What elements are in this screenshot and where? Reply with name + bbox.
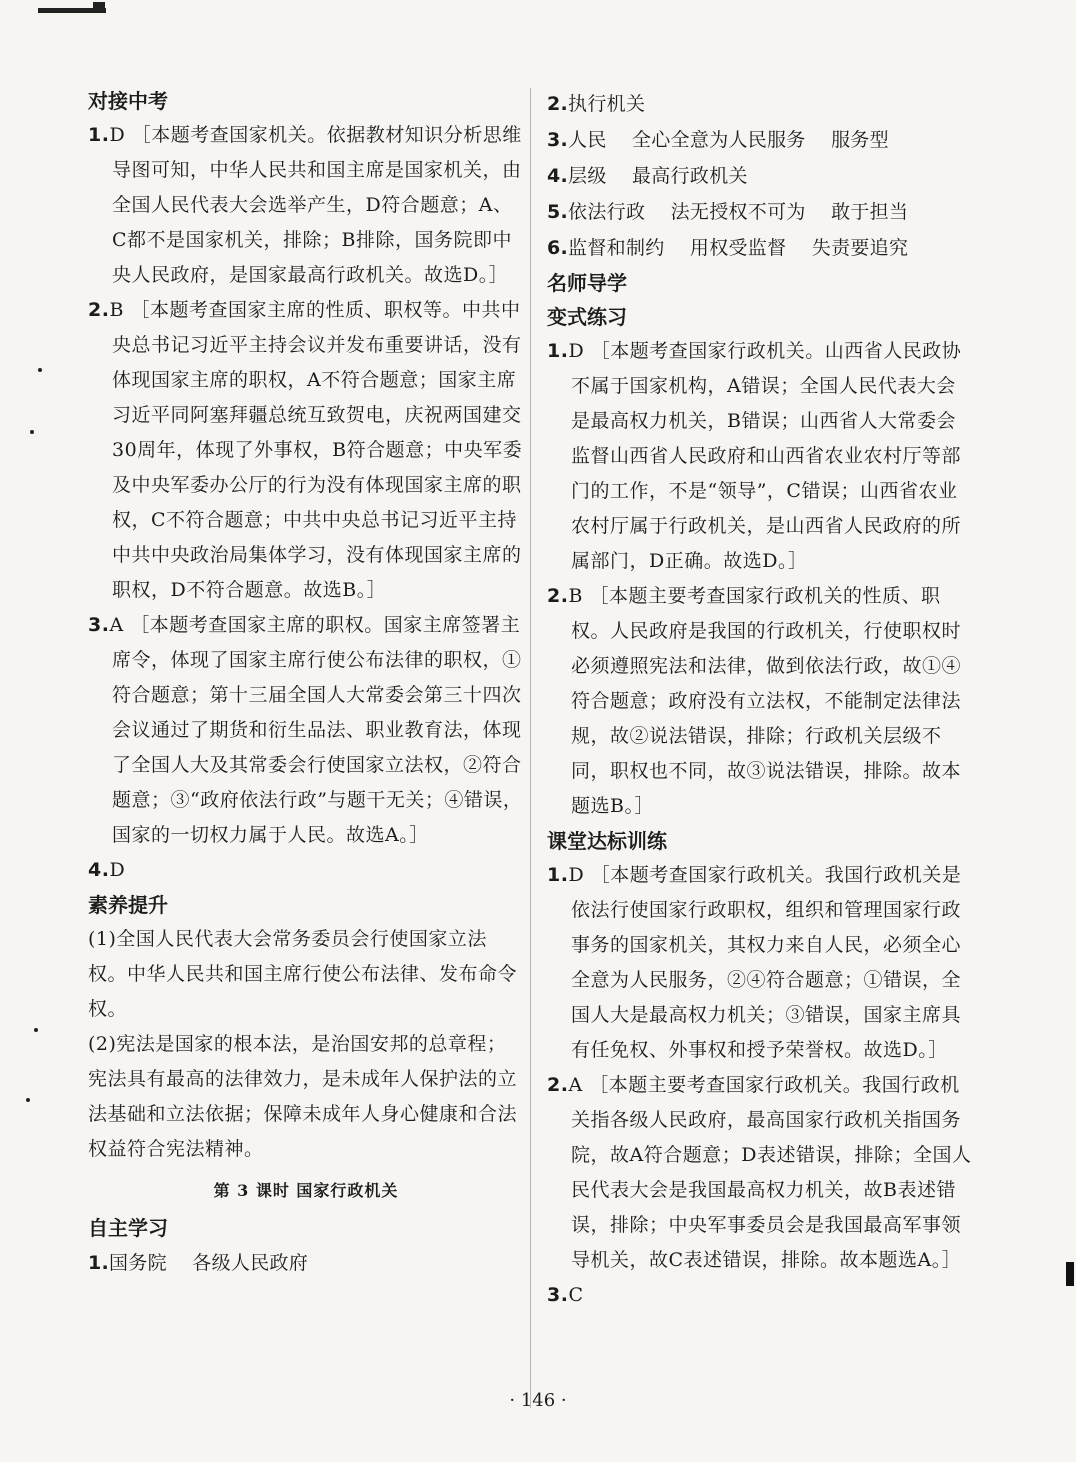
right-column xyxy=(547,86,975,1313)
answer-item: 3.C xyxy=(547,1284,584,1306)
answer-item: 2.B ［本题主要考查国家行政机关的性质、职权。人民政府是我国的行政机关，行使职权时必须遵照宪法和法律，做到依法行政，故①④符合题意；政府没有立法权，不能制定法律法规，故②说法错误，排除；行政机关层级不同，职权也不同，故③说法错误，排除。故本题选B。］ xyxy=(547,585,962,817)
left-column xyxy=(88,84,524,1281)
section-heading: 素养提升 xyxy=(88,893,168,917)
answer-item: 2.执行机关 xyxy=(547,93,646,115)
answer-item: 4.D xyxy=(88,859,126,881)
answer-item: 6.监督和制约 用权受监督 失责要追究 xyxy=(547,237,909,259)
section-heading: 名师导学 xyxy=(547,271,627,295)
lesson-title: 第 3 课时 国家行政机关 xyxy=(213,1181,399,1200)
section-heading: 自主学习 xyxy=(88,1216,168,1240)
answer-item: 1.D ［本题考查国家行政机关。我国行政机关是依法行使国家行政职权，组织和管理国家行政事务的国家机关，其权力来自人民，必须全心全意为人民服务，②④符合题意；①错误，全国人大是最高权力机关；③错误，国家主席具有任免权、外事权和授予荣誉权。故选D。］ xyxy=(547,864,962,1061)
paragraph: (1)全国人民代表大会常务委员会行使国家立法权。中华人民共和国主席行使公布法律、发布命令权。 xyxy=(88,928,518,1020)
answer-item: 1.国务院 各级人民政府 xyxy=(88,1252,309,1274)
paragraph: (2)宪法是国家的根本法，是治国安邦的总章程；宪法具有最高的法律效力，是未成年人保护法的立法基础和立法依据；保障未成年人身心健康和合法权益符合宪法精神。 xyxy=(88,1033,518,1160)
answer-item: 3.A ［本题考查国家主席的职权。国家主席签署主席令，体现了国家主席行使公布法律的职权，①符合题意；第十三届全国人大常委会第三十四次会议通过了期货和衍生品法、职业教育法，体现了全国人大及其常委会行使国家立法权，②符合题意；③“政府依法行政”与题干无关；④错误，国家的一切权力属于人民。故选A。］ xyxy=(88,614,523,846)
answer-item: 1.D ［本题考查国家机关。依据教材知识分析思维导图可知，中华人民共和国主席是国家机关，由全国人民代表大会选举产生，D符合题意；A、C都不是国家机关，排除；B排除，国务院即中央人民政府，是国家最高行政机关。故选D。］ xyxy=(88,124,522,286)
answer-item: 2.A ［本题主要考查国家行政机关。我国行政机关指各级人民政府，最高国家行政机关指国务院，故A符合题意；D表述错误，排除；全国人民代表大会是我国最高权力机关，故B表述错误，排除；中央军事委员会是我国最高军事领导机关，故C表述错误，排除。故本题选A。］ xyxy=(547,1074,972,1271)
section-heading: 变式练习 xyxy=(547,305,627,329)
column-divider xyxy=(530,88,531,1408)
section-heading: 对接中考 xyxy=(88,89,168,113)
page-number: · 146 · xyxy=(509,1390,567,1411)
answer-item: 4.层级 最高行政机关 xyxy=(547,165,748,187)
scan-speck xyxy=(38,368,42,372)
answer-item: 2.B ［本题考查国家主席的性质、职权等。中共中央总书记习近平主持会议并发布重要讲话，没有体现国家主席的职权，A不符合题意；国家主席习近平同阿塞拜疆总统互致贺电，庆祝两国建交30周年，体现了外事权，B符合题意；中央军委及中央军委办公厅的行为没有体现国家主席的职权，C不符合题意；中共中央总书记习近平主持中共中央政治局集体学习，没有体现国家主席的职权，D不符合题意。故选B。］ xyxy=(88,299,523,601)
scan-speck xyxy=(26,1098,30,1102)
scan-mark xyxy=(1066,1262,1074,1286)
scan-mark xyxy=(93,2,105,13)
answer-item: 1.D ［本题考查国家行政机关。山西省人民政协不属于国家机构，A错误；全国人民代表大会是最高权力机关，B错误；山西省人大常委会监督山西省人民政府和山西省农业农村厅等部门的工作，不是“领导”，C错误；山西省农业农村厅属于行政机关，是山西省人民政府的所属部门，D正确。故选D。］ xyxy=(547,340,962,572)
answer-item: 5.依法行政 法无授权不可为 敢于担当 xyxy=(547,201,909,223)
scan-speck xyxy=(34,1028,38,1032)
answer-item: 3.人民 全心全意为人民服务 服务型 xyxy=(547,129,889,151)
section-heading: 课堂达标训练 xyxy=(547,829,667,853)
scan-speck xyxy=(30,430,34,434)
